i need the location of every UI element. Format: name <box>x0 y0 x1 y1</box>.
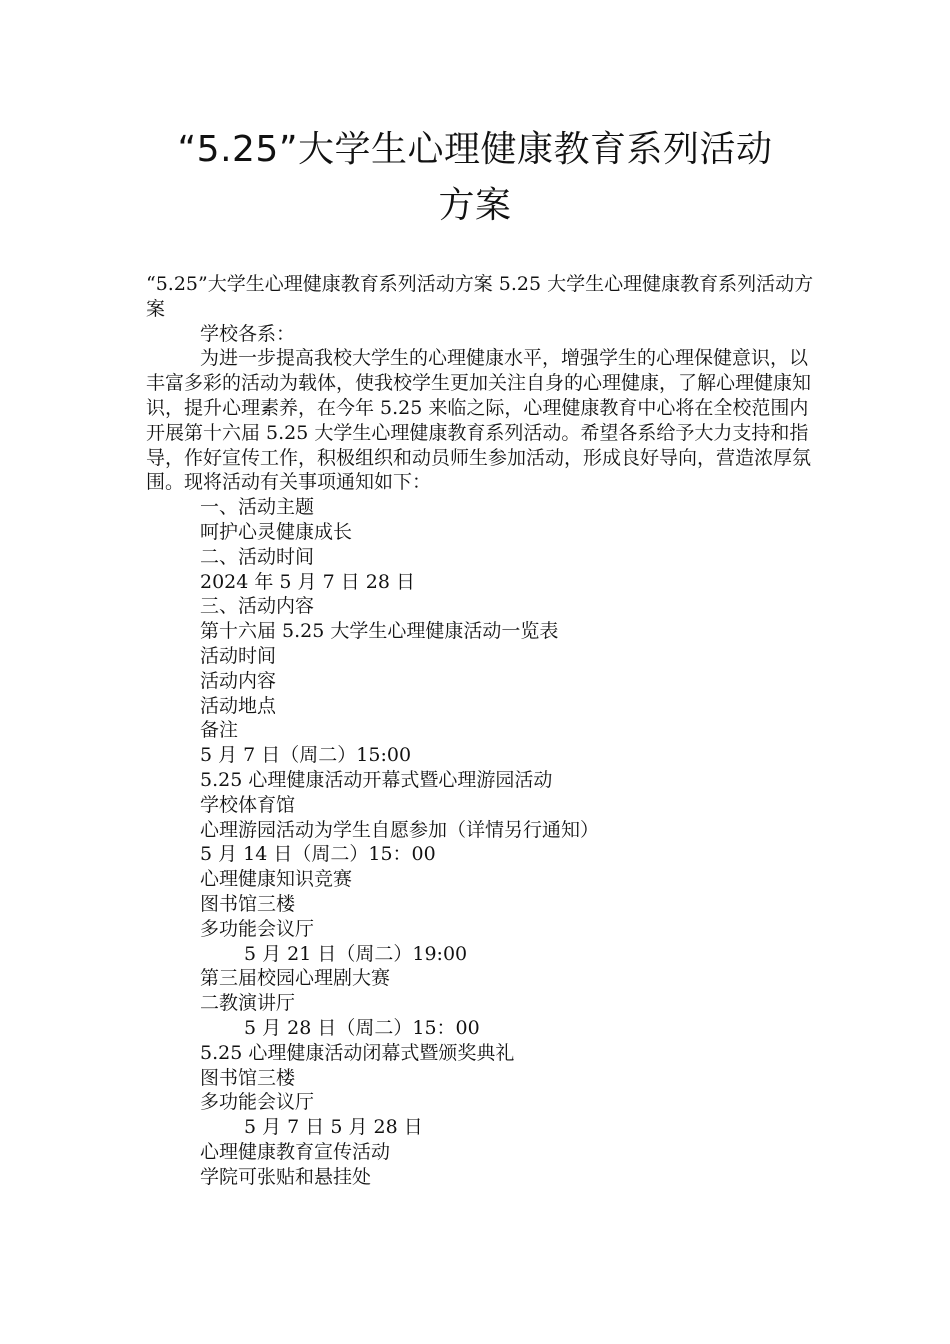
theme-text: 呵护心灵健康成长 <box>200 520 353 543</box>
title-line-1: “5.25”大学生心理健康教育系列活动 <box>177 129 773 170</box>
title-line-2: 方案 <box>438 185 512 226</box>
notice-paragraph: 为进一步提高我校大学生的心理健康水平，增强学生的心理保健意识，以丰富多彩的活动为载体，使我校学生更加关注自身的心理健康，了解心理健康知识，提升心理素养，在今年 5.25 来临之际，心理健康教育中心将在全校范围内开展第十六届 5.25 大学生心理健康教育系列活动。希望各系给予大力支持和指导，作好宣传工作，积极组织和动员师生参加活动，形成良好导向，营造浓厚氛围。现将活动有关事项通知如下： <box>146 347 812 494</box>
row5-time: 5 月 7 日 5 月 28 日 <box>244 1116 423 1139</box>
row1-content: 5.25 心理健康活动开幕式暨心理游园活动 <box>200 768 553 791</box>
table-header-notes: 备注 <box>200 719 239 742</box>
row3-time: 5 月 21 日（周二）19:00 <box>244 942 468 965</box>
table-caption: 第十六届 5.25 大学生心理健康活动一览表 <box>200 620 559 643</box>
row1-location: 学校体育馆 <box>200 793 296 816</box>
table-header-content: 活动内容 <box>200 669 277 692</box>
row4-time: 5 月 28 日（周二）15：00 <box>244 1016 480 1039</box>
row1-time: 5 月 7 日（周二）15:00 <box>200 744 412 767</box>
row4-location: 图书馆三楼 <box>200 1066 296 1089</box>
table-header-time: 活动时间 <box>200 644 277 667</box>
table-header-location: 活动地点 <box>200 694 277 717</box>
row1-notes: 心理游园活动为学生自愿参加（详情另行通知） <box>200 818 600 841</box>
time-text: 2024 年 5 月 7 日 28 日 <box>200 570 415 593</box>
section-heading-content: 三、活动内容 <box>200 595 315 618</box>
row3-content: 第三届校园心理剧大赛 <box>200 967 391 990</box>
row4-content: 5.25 心理健康活动闭幕式暨颁奖典礼 <box>200 1041 515 1064</box>
salutation: 学校各系： <box>200 322 296 345</box>
section-heading-time: 二、活动时间 <box>200 545 315 568</box>
row2-location: 图书馆三楼 <box>200 892 296 915</box>
document-body <box>146 272 816 1189</box>
row2-time: 5 月 14 日（周二）15：00 <box>200 843 436 866</box>
section-heading-theme: 一、活动主题 <box>200 496 315 519</box>
row3-location: 二教演讲厅 <box>200 992 296 1015</box>
document-title <box>100 122 850 234</box>
row2-location-detail: 多功能会议厅 <box>200 917 315 940</box>
row4-location-detail: 多功能会议厅 <box>200 1091 315 1114</box>
row2-content: 心理健康知识竞赛 <box>200 868 353 891</box>
row5-location: 学院可张贴和悬挂处 <box>200 1165 372 1188</box>
row5-content: 心理健康教育宣传活动 <box>200 1140 391 1163</box>
intro-text: “5.25”大学生心理健康教育系列活动方案 5.25 大学生心理健康教育系列活动方案 <box>146 273 814 320</box>
